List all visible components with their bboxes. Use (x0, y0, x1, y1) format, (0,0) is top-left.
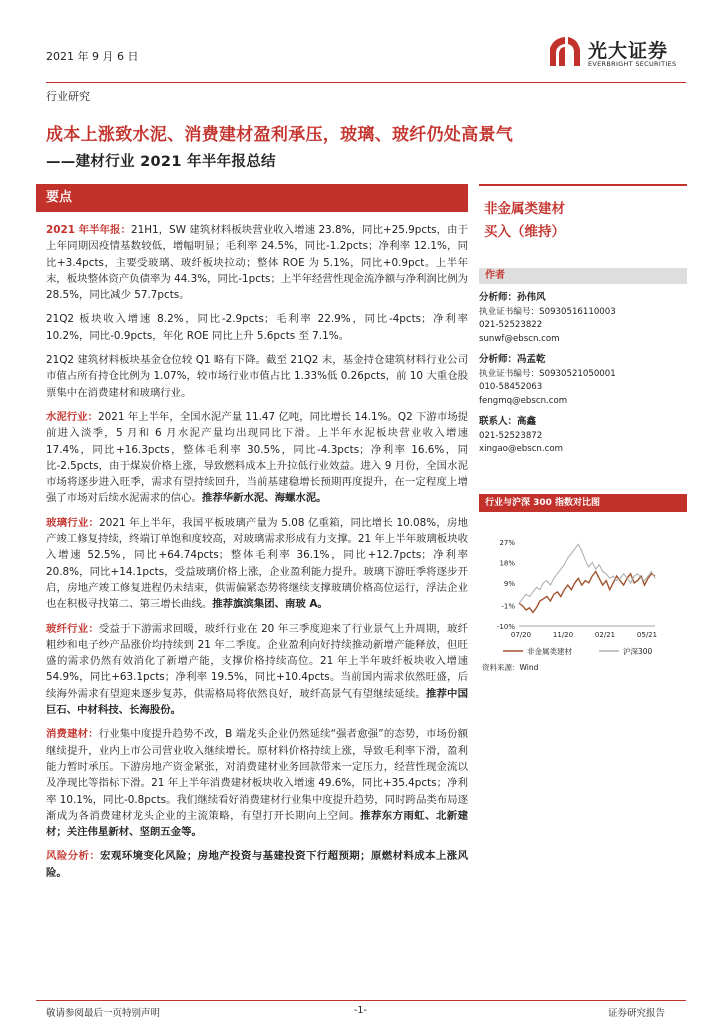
contact-person: 联系人：高鑫 021-52523872 xingao@ebscn.com (479, 415, 687, 457)
report-title: 成本上涨致水泥、消费建材盈利承压，玻璃、玻纤仍处高景气 (46, 125, 514, 145)
index-comparison-chart (479, 534, 687, 664)
series-line-sector (519, 572, 655, 613)
company-logo (548, 34, 688, 74)
everbright-logo-icon (548, 34, 582, 68)
x-tick-label: 05/21 (636, 631, 658, 639)
authors-header: 作者 (479, 268, 687, 284)
y-tick-label: -10% (496, 623, 515, 631)
analyst-1-email[interactable]: sunwf@ebscn.com (479, 333, 560, 344)
footer-disclaimer-link[interactable]: 敬请参阅最后一页特别声明 (46, 1008, 161, 1019)
analyst-2-email[interactable]: fengmq@ebscn.com (479, 395, 568, 406)
paragraph-fiberglass: 玻纤行业：受益于下游需求回暖，玻纤行业在 20 年三季度迎来了行业景气上升周期，玻纤粗纱和电子纱产品涨价均持续到 21 年二季度。企业盈利向好持续推动新增产能释放，但旺盛的需求仍然有效消化了新增产能，支撑价格持续高位。21 年上半年玻纤板块收入增速 54.9%，同比+63.1pcts；净利率 19.5%，同比+10.4pcts。当前国内需求依然旺盛，后续海外需求有望迎来逐步复苏，供需格局将依然良好，玻纤高景气有望继续延续。推荐中国巨石、中材科技、长海股份。 (46, 622, 469, 717)
report-category: 行业研究 (46, 90, 90, 103)
chart-title: 行业与沪深 300 指数对比图 (479, 494, 687, 512)
sidebar-top-divider (479, 184, 687, 186)
paragraph-cement: 水泥行业：2021 年上半年，全国水泥产量 11.47 亿吨，同比增长 14.1%。Q2 下游市场提前进入淡季，5 月和 6 月水泥产量均出现同比下滑。上半年水泥板块营业收入增速 17.4%，同比+16.3pcts，整体毛利率 30.5%，同比-4.3pcts；净利率 16.6%，同比-2.5pcts，由于煤炭价格上涨，导致燃料成本上升拉低行业效益。进入 9 月份，全国水泥市场将逐步进入旺季，需求有望持续回升，当前基建稳增长预期再度提升，在一定程度上增强了市场对后续水泥需求的信心。推荐华新水泥、海螺水泥。 (46, 410, 469, 505)
x-tick-label: 02/21 (594, 631, 616, 639)
report-date: 2021 年 9 月 6 日 (46, 50, 139, 63)
x-tick-label: 11/20 (552, 631, 574, 639)
paragraph-q2: 21Q2 板块收入增速 8.2%，同比-2.9pcts；毛利率 22.9%，同比-4pcts；净利率 10.2%，同比-0.9pcts，年化 ROE 同比上升 5.6pcts 至 7.1%。 (46, 313, 468, 342)
investment-rating: 买入（维持） (484, 224, 565, 240)
authors-panel (479, 268, 687, 457)
y-tick-label: 18% (499, 559, 515, 568)
paragraph-consumer-materials: 消费建材：行业集中度提升趋势不改，B 端龙头企业仍然延续“强者愈强”的态势，市场份额继续提升，业内上市公司营业收入继续增长。原材料价格持续上涨，导致毛利率下滑，盈利能力暂时承压。下游房地产资金紧张，对消费建材业务回款带来一定压力，经营性现金流以及净现比等指标下滑。21 年上半年消费建材板块收入增速 49.6%，同比+35.4pcts；净利率 10.1%，同比-0.8pcts。我们继续看好消费建材行业集中度提升趋势，同时跨品类布局逐渐成为各消费建材龙头企业的主流策略，有望打开长期向上空间。推荐东方雨虹、北新建材；关注伟星新材、坚朗五金等。 (46, 728, 469, 839)
logo-chinese-name: 光大证券 (588, 40, 669, 62)
paragraph-fund-holdings: 21Q2 建筑材料板块基金仓位较 Q1 略有下降。截至 21Q2 末，基金持仓建筑材料行业公司市值占所有持仓比例为 1.07%，较市场行业市值占比 1.33%低 0.26pcts，前 10 大重仓股票集中在消费建材和玻璃行业。 (46, 354, 468, 399)
chart-source: 资料来源：Wind (482, 663, 539, 672)
header-divider (46, 82, 686, 83)
contact-email[interactable]: xingao@ebscn.com (479, 444, 563, 454)
paragraph-glass: 玻璃行业：2021 年上半年，我国平板玻璃产量为 5.08 亿重箱，同比增长 10.08%，房地产竣工修复持续，终端订单饱和度较高，对玻璃需求形成有力支撑。21 年上半年玻璃板块收入增速 52.5%，同比+64.74pcts；整体毛利率 36.1%，同比+12.7pcts；净利率 20.8%，同比+14.1pcts，受益玻璃价格上涨，企业盈利能力提升。玻璃下游旺季将逐步开启，房地产竣工修复进程仍未结束，供需偏紧态势将继续支撑玻璃价格高位运行，浮法企业也在积极寻找第二、第三增长曲线。推荐旗滨集团、南玻 A。 (46, 516, 468, 611)
footer-report-type: 证券研究报告 (608, 1008, 666, 1019)
analyst-1: 分析师：孙伟风 执业证书编号：S0930516110003 021-52523822 sunwf@ebscn.com (479, 291, 687, 346)
legend-label: 沪深300 (623, 647, 653, 656)
analyst-2: 分析师：冯孟乾 执业证书编号：S0930521050001 010-58452063 fengmq@ebscn.com (479, 353, 687, 408)
report-subtitle: ——建材行业 2021 年半年报总结 (46, 154, 276, 170)
page-number: -1- (354, 1005, 367, 1016)
series-line-csi300 (519, 544, 655, 603)
y-tick-label: -1% (501, 602, 515, 611)
keypoints-header: 要点 (36, 184, 468, 212)
y-tick-label: 27% (499, 539, 515, 547)
footer-divider (36, 1000, 686, 1001)
paragraph-risk: 风险分析：宏观环境变化风险；房地产投资与基建投资下行超预期；原燃材料成本上涨风险。 (46, 850, 469, 879)
keypoints-body (46, 222, 468, 889)
logo-english-name: EVERBRIGHT SECURITIES (588, 60, 677, 68)
y-tick-label: 9% (503, 579, 515, 588)
sector-name: 非金属类建材 (484, 201, 565, 217)
paragraph-half-year: 2021 年半年报：21H1，SW 建筑材料板块营业收入增速 23.8%，同比+25.9pcts，由于上年同期因疫情基数较低，增幅明显；毛利率 24.5%，同比-1.2pcts；净利率 12.1%，同比+3.4pcts，主要受玻璃、玻纤板块拉动；整体 ROE 为 5.1%，同比+0.9pct。上半年末，板块整体资产负债率为 44.3%，同比-1pcts；上半年经营性现金流净额与净利润比例为 28.5%，同比减少 57.7pcts。 (46, 224, 468, 302)
x-tick-label: 07/20 (510, 631, 532, 639)
legend-label: 非金属类建材 (527, 647, 572, 656)
